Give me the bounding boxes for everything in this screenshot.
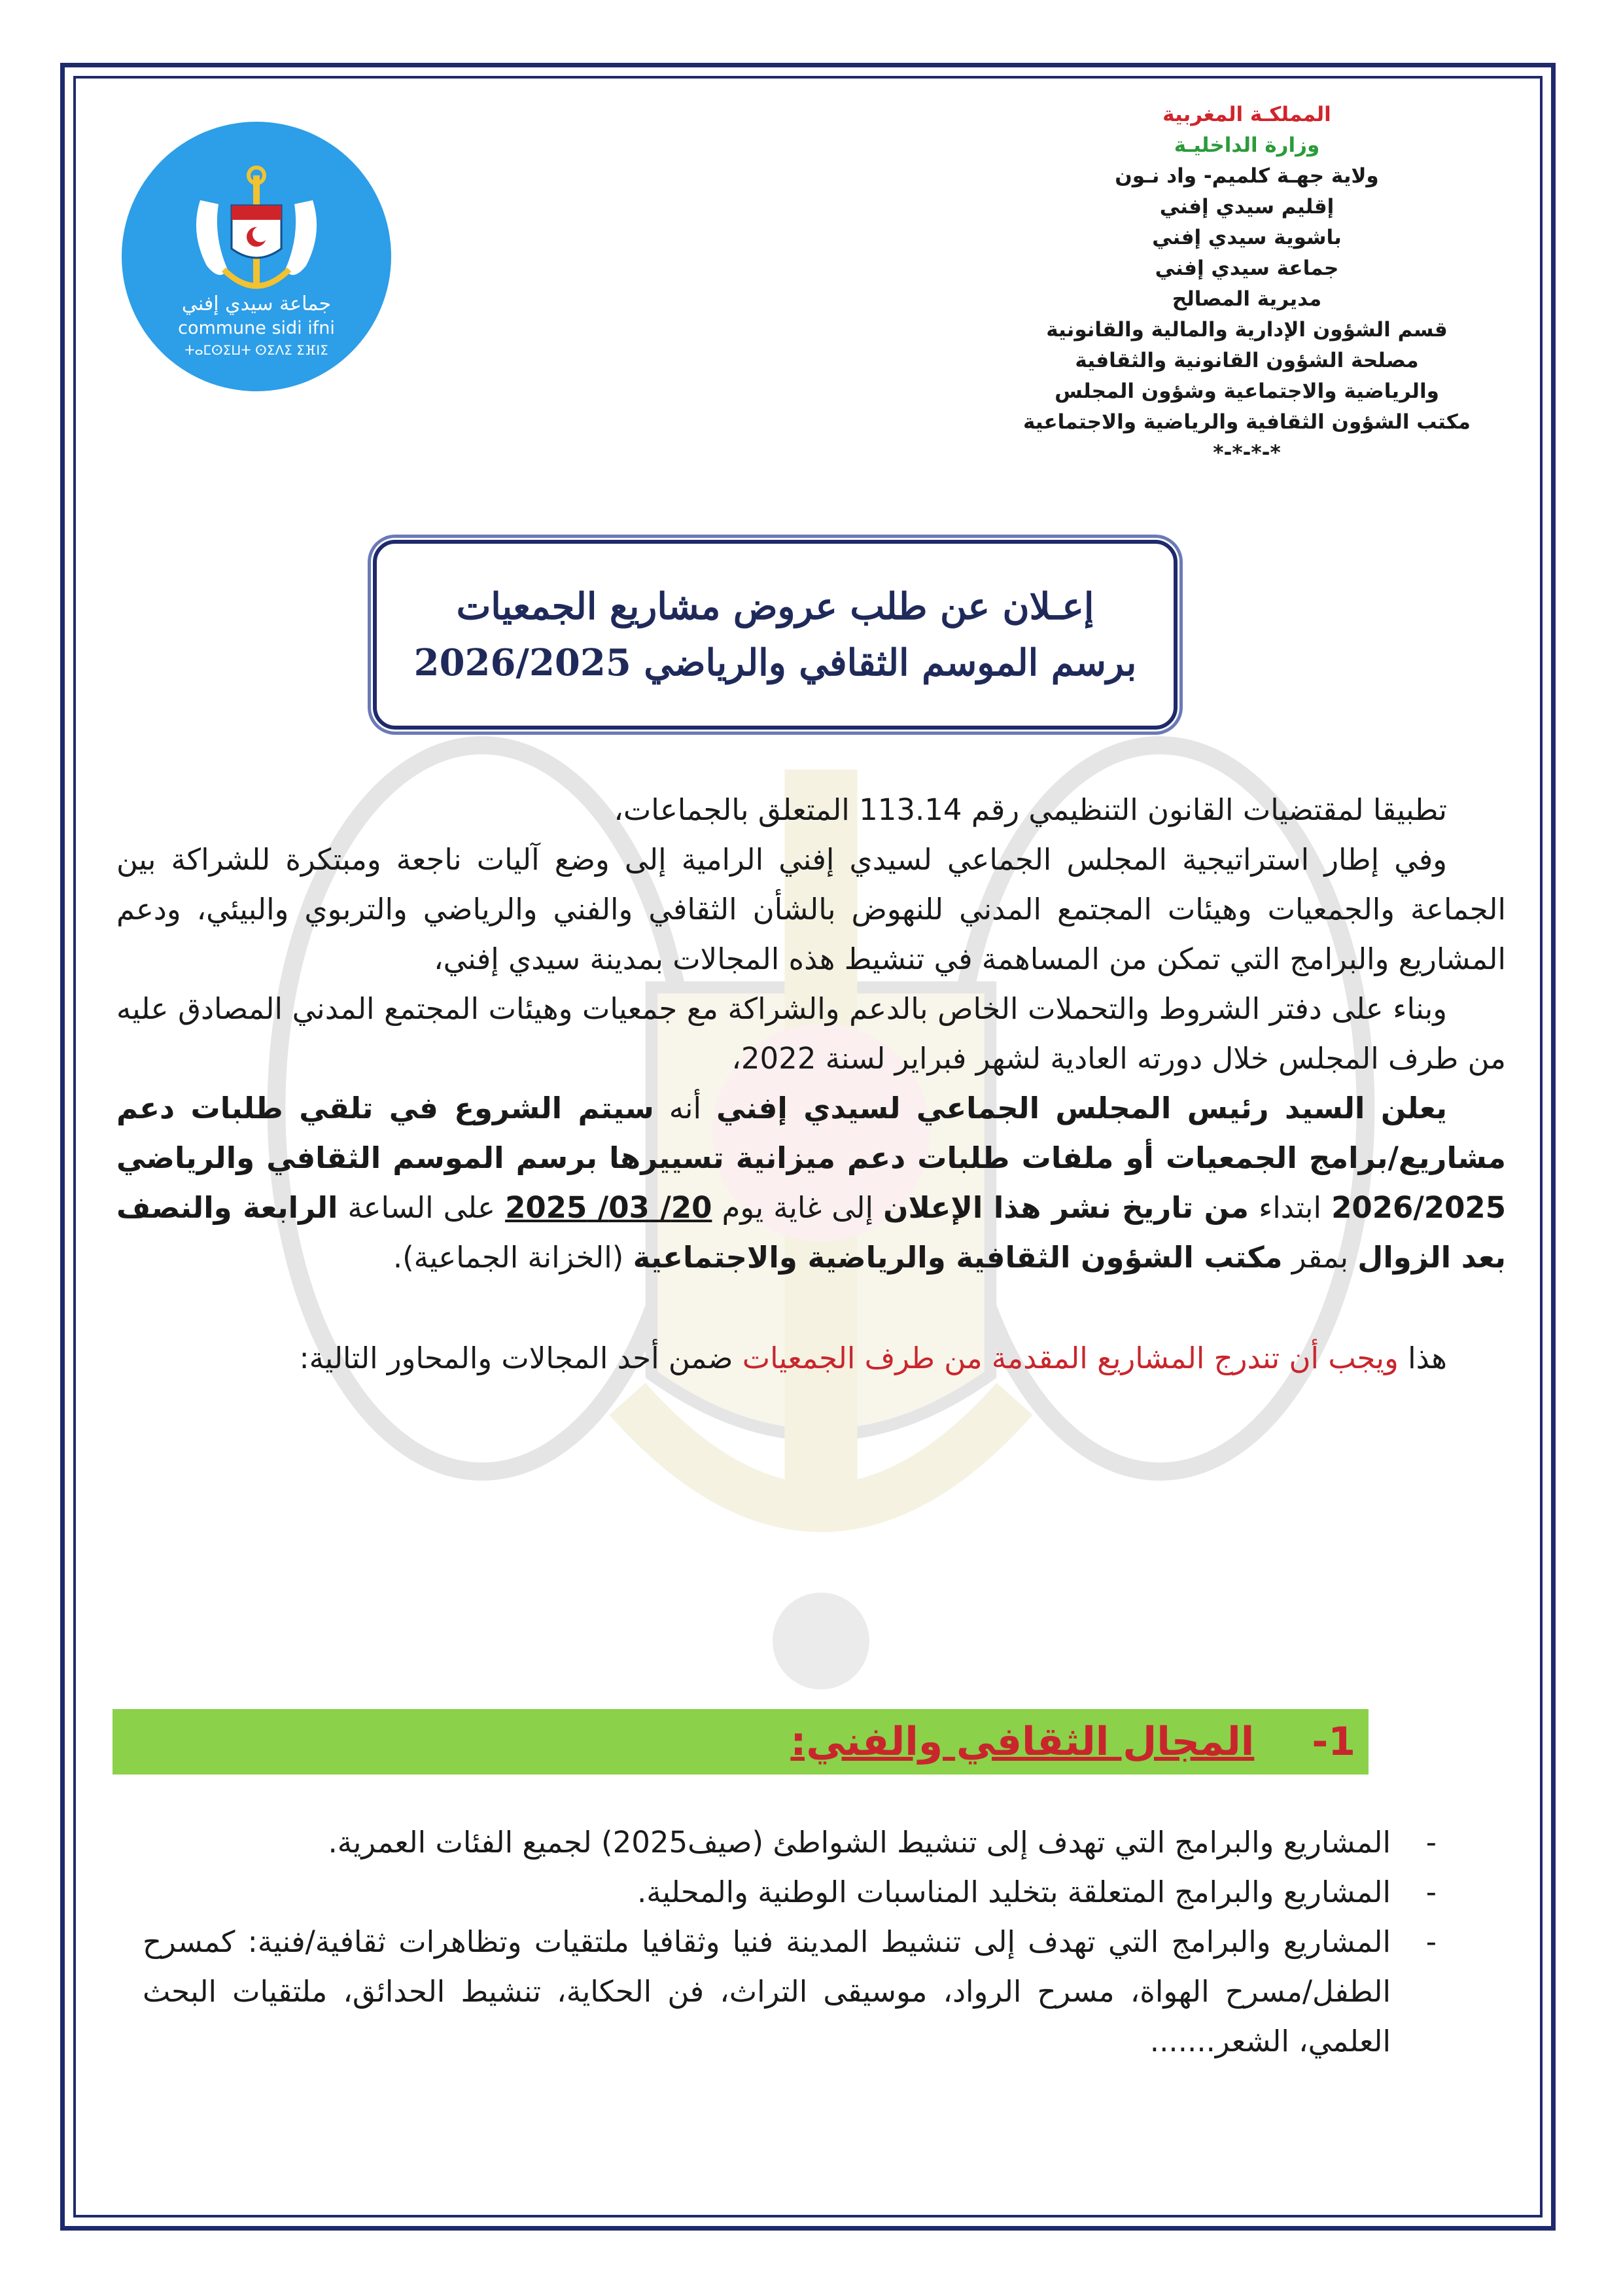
deadline-time: الرابعة والنصف بعد الزوال bbox=[116, 1190, 1506, 1275]
header-ministry: وزارة الداخليـة bbox=[1174, 133, 1320, 157]
logo-crescent-cut bbox=[253, 226, 268, 242]
deadline-date: 20/ 03/ 2025 bbox=[505, 1190, 712, 1225]
paragraph-domains-intro bbox=[116, 1333, 1506, 1383]
commune-logo bbox=[122, 122, 391, 391]
header-line: مكتب الشؤون الثقافية والرياضية والاجتماعية bbox=[1023, 410, 1471, 434]
watermark-gear bbox=[773, 1593, 869, 1689]
section-title: المجال الثقافي والفني: bbox=[790, 1719, 1255, 1765]
announcement-title-box bbox=[373, 540, 1178, 730]
title-line-2: برسم الموسم الثقافي والرياضي 2026/2025 bbox=[413, 641, 1137, 684]
title-line-1: إعـلان عن طلب عروض مشاريع الجمعيات bbox=[456, 585, 1094, 628]
application-start-notice: سيتم الشروع في تلقي طلبات دعم مشاريع/برامج الجمعيات أو ملفات طلبات دعم ميزانية تسييرها برسم الموسم الثقافي والرياضي 2026/2025 bbox=[116, 1091, 1507, 1225]
text-fragment: (الخزانة الجماعية). bbox=[393, 1240, 633, 1275]
header-line: *-*-*-* bbox=[1213, 441, 1281, 465]
header-line: قسم الشؤون الإدارية والمالية والقانونية bbox=[1046, 318, 1448, 342]
text-fragment: أنه bbox=[654, 1091, 716, 1125]
text-fragment: ابتداء bbox=[1248, 1190, 1332, 1225]
header-line: ولاية جهـة كلميم- واد نـون bbox=[1115, 164, 1379, 188]
office-location: مكتب الشؤون الثقافية والرياضية والاجتماعية bbox=[633, 1240, 1283, 1275]
section-number: 1- bbox=[1312, 1719, 1355, 1765]
header-line: إقليم سيدي إفني bbox=[1159, 195, 1335, 219]
start-date-text: من تاريخ نشر هذا الإعلان bbox=[883, 1190, 1249, 1225]
list-item: - المشاريع والبرامج التي تهدف إلى تنشيط الشواطئ (صيف2025) لجميع الفئات العمرية. bbox=[143, 1818, 1437, 1867]
logo-latin-text: commune sidi ifni bbox=[178, 318, 335, 338]
logo-tifinagh-text: ⵜⴰⵎⵙⵉⵡⵜ ⵙⵉⴷⵉ ⵉⴼⵏⵉ bbox=[184, 342, 328, 358]
section-heading-cultural bbox=[113, 1709, 1369, 1775]
announcement-body bbox=[116, 785, 1506, 1383]
header-line: باشوية سيدي إفني bbox=[1152, 226, 1342, 249]
list-item: - المشاريع والبرامج المتعلقة بتخليد المناسبات الوطنية والمحلية. bbox=[143, 1867, 1437, 1917]
paragraph-strategy: وفي إطار استراتيجية المجلس الجماعي لسيدي إفني الرامية إلى وضع آليات ناجعة ومبتكرة للشراكة بين الجماعة والجمعيات وهيئات المجتمع المدني للنهوض بالشأن الثقافي والفني والرياضي والتربوي والبيئي، ودعم المشاريع والبرامج التي تمكن من المساهمة في تنشيط هذه المجالات بمدينة سيدي إفني، bbox=[116, 842, 1506, 976]
president-announces: يعلن السيد رئيس المجلس الجماعي لسيدي إفني bbox=[716, 1091, 1447, 1125]
highlighted-requirement: ويجب أن تندرج المشاريع المقدمة من طرف الجمعيات bbox=[742, 1341, 1399, 1375]
list-item: - المشاريع والبرامج التي تهدف إلى تنشيط المدينة فنيا وثقافيا ملتقيات وتظاهرات ثقافية/فنية: كمسرح الطفل/مسرح الهواة، مسرح الرواد، موسيقى التراث، فن الحكاية، تنشيط الحدائق، ملتقيات البحث العلمي، الشعر....... bbox=[143, 1917, 1437, 2066]
paragraph-legal-basis: تطبيقا لمقتضيات القانون التنظيمي رقم 113.14 المتعلق بالجماعات، bbox=[614, 792, 1447, 827]
text-fragment: بمقر bbox=[1282, 1240, 1358, 1275]
text-fragment: ضمن أحد المجالات والمحاور التالية: bbox=[299, 1341, 742, 1375]
header-line: جماعة سيدي إفني bbox=[1155, 256, 1339, 280]
header-kingdom: المملكـة المغربية bbox=[1162, 103, 1331, 126]
paragraph-specifications: وبناء على دفتر الشروط والتحملات الخاص بالدعم والشراكة مع جمعيات وهيئات المجتمع المدني المصادق عليه من طرف المجلس خلال دورته العادية لشهر فبراير لسنة 2022، bbox=[116, 991, 1506, 1076]
text-fragment: هذا bbox=[1398, 1341, 1447, 1375]
logo-arabic-text: جماعة سيدي إفني bbox=[181, 292, 332, 315]
text-fragment: على الساعة bbox=[338, 1190, 506, 1225]
text-fragment: إلى غاية يوم bbox=[712, 1190, 884, 1225]
logo-shield-band bbox=[232, 205, 281, 220]
cultural-projects-list bbox=[143, 1818, 1437, 2066]
institution-header bbox=[979, 99, 1515, 468]
paragraph-announcement bbox=[116, 1084, 1506, 1282]
header-line: مصلحة الشؤون القانونية والثقافية bbox=[1075, 349, 1419, 372]
header-line: والرياضية والاجتماعية وشؤون المجلس bbox=[1055, 380, 1439, 403]
header-line: مديرية المصالح bbox=[1172, 287, 1322, 311]
